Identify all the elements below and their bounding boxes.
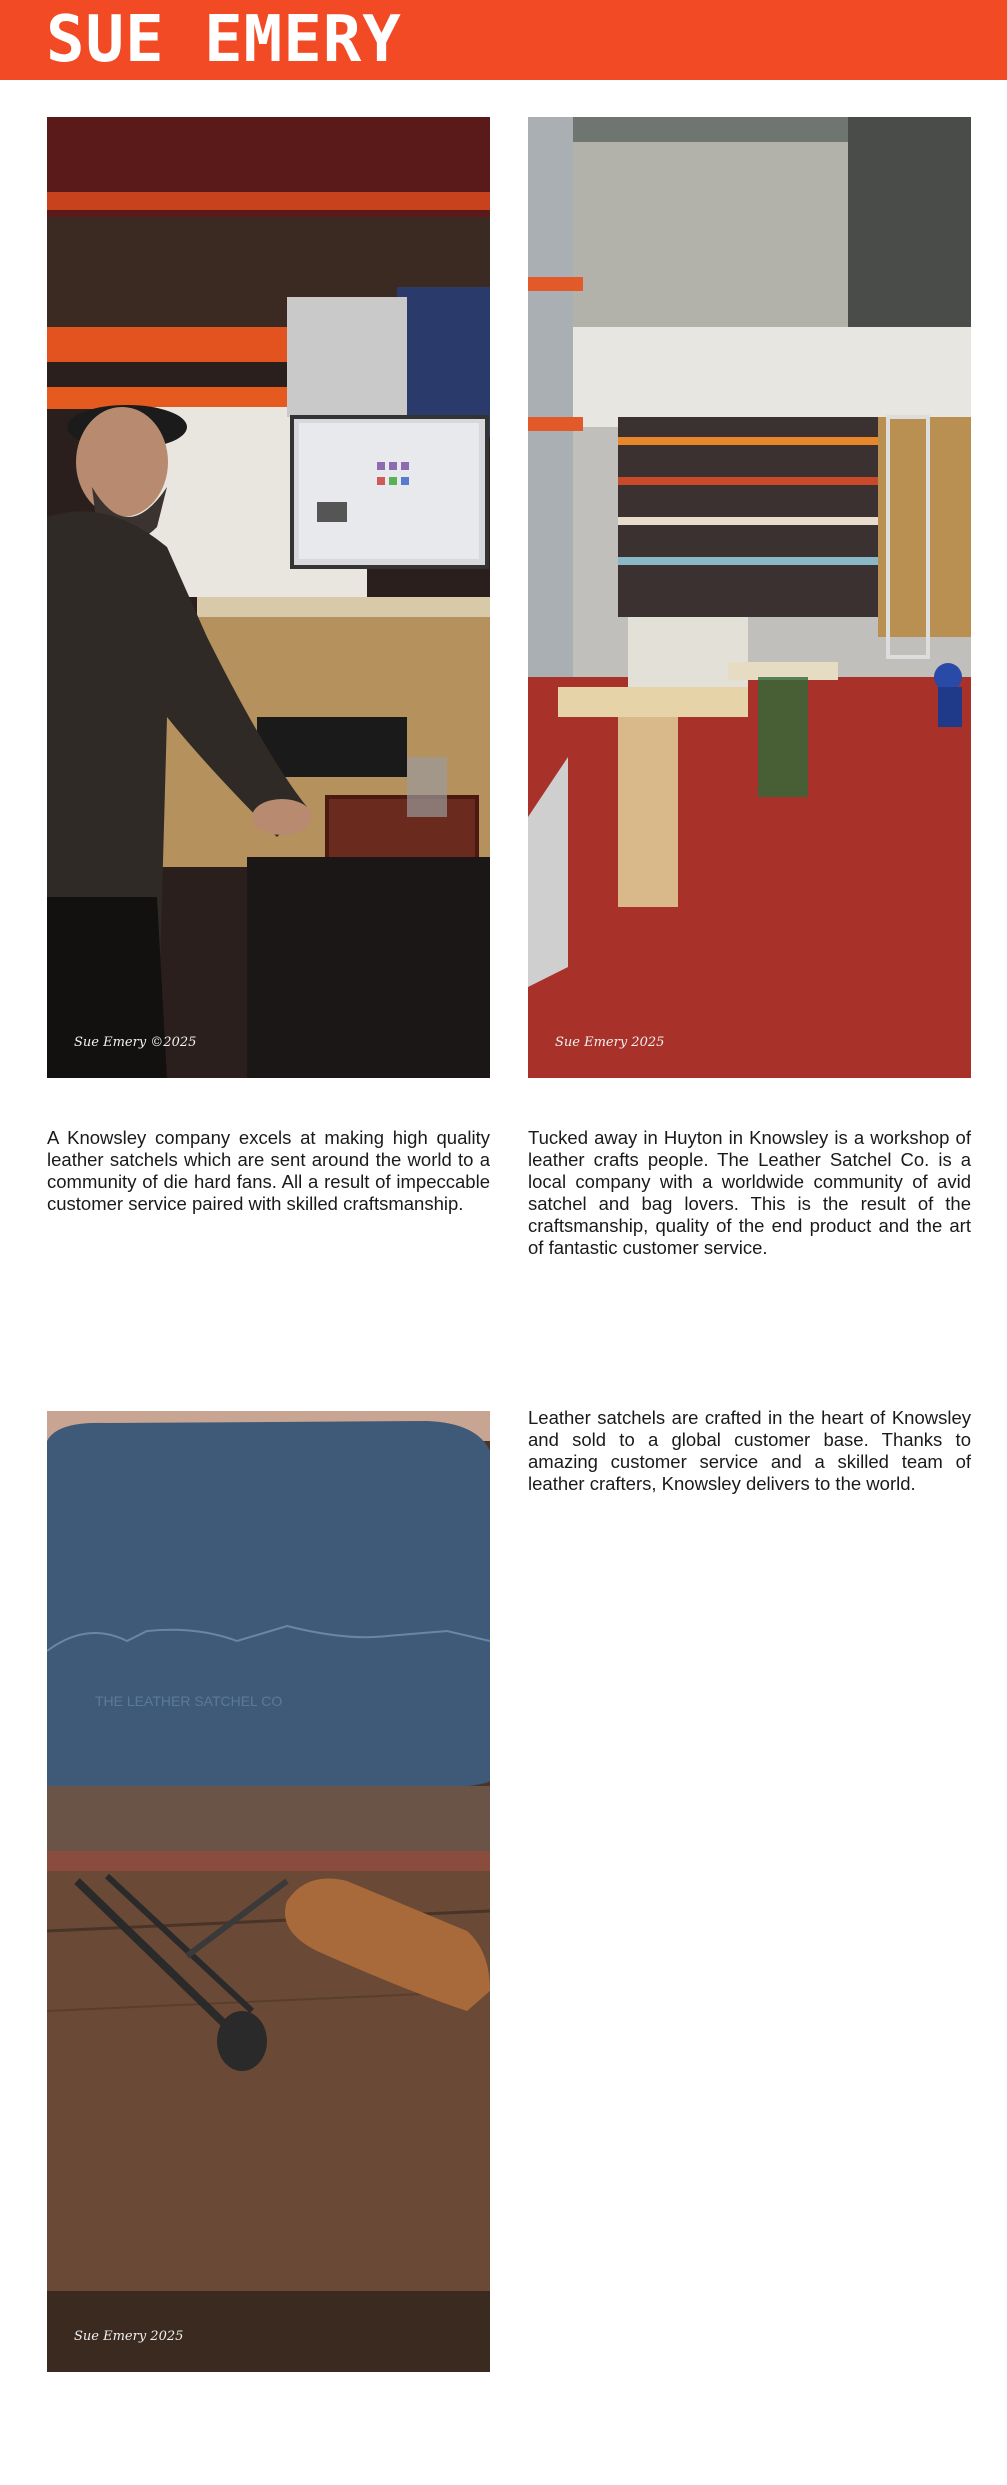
page-title: SUE EMERY — [46, 3, 402, 77]
paragraph-crafted-knowsley: Leather satchels are crafted in the heart of Knowsley and sold to a global customer base. Thanks to amazing customer service and a skilled team of leather crafters, Knowsley delivers to the world. — [528, 1407, 971, 1494]
satchel-and-tools-image — [47, 1411, 490, 2372]
workshop-photo — [528, 117, 971, 1078]
paragraph-knowsley-company: A Knowsley company excels at making high quality leather satchels which are sent around the world to a community of die hard fans. All a result of impeccable customer service paired with skilled craftsmanship. — [47, 1127, 490, 1214]
paragraph-huyton-workshop: Tucked away in Huyton in Knowsley is a workshop of leather crafts people. The Leather Satchel Co. is a local company with a worldwide community of avid satchel and bag lovers. This is the result of the craftsmanship, quality of the end product and the art of fantastic customer service. — [528, 1127, 971, 1258]
man-at-computer-image — [47, 117, 490, 1078]
photo-caption: Sue Emery ©2025 — [74, 1035, 197, 1050]
satchel-photo — [47, 1411, 490, 2372]
header-banner — [0, 0, 1007, 80]
photo-caption: Sue Emery 2025 — [555, 1035, 665, 1050]
svg-text:THE LEATHER SATCHEL CO: THE LEATHER SATCHEL CO — [95, 1693, 283, 1709]
office-photo — [47, 117, 490, 1078]
photo-caption: Sue Emery 2025 — [74, 2329, 184, 2344]
workshop-image — [528, 117, 971, 1078]
